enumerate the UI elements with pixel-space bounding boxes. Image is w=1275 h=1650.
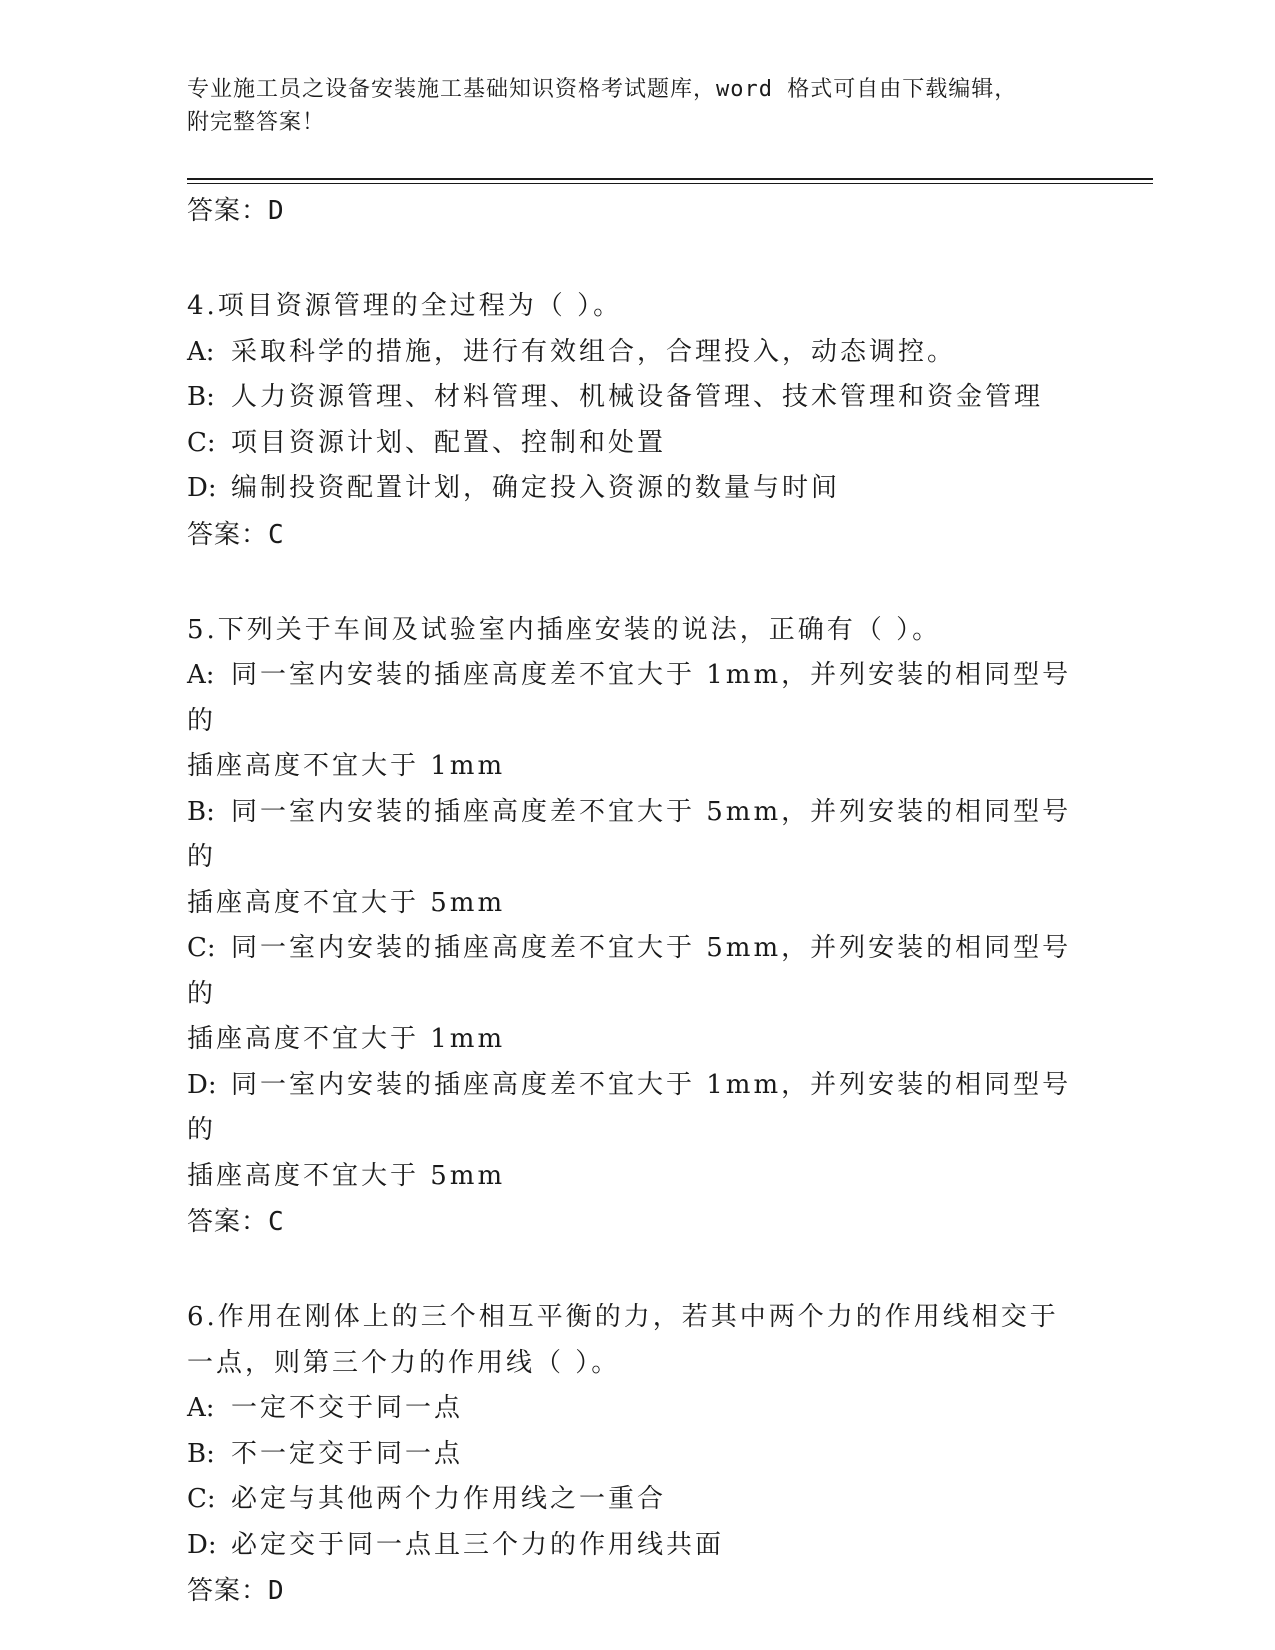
- option-letter: C:: [187, 1484, 216, 1514]
- option-c: [187, 421, 1087, 467]
- previous-answer: 答案：D: [187, 196, 285, 226]
- option-a: [187, 330, 1087, 376]
- option-text: 项目资源计划、配置、控制和处置: [231, 427, 667, 458]
- option-a-continued: 插座高度不宜大于 1mm: [187, 751, 506, 781]
- option-letter: D:: [187, 473, 217, 503]
- option-text: 必定与其他两个力作用线之一重合: [231, 1484, 667, 1514]
- option-d: [187, 466, 1087, 512]
- option-letter: C:: [187, 933, 216, 963]
- option-text: 必定交于同一点且三个力的作用线共面: [231, 1529, 725, 1560]
- question-6: [187, 1295, 1087, 1614]
- question-stem: 4.项目资源管理的全过程为（ ）。: [187, 291, 623, 321]
- option-text: 一定不交于同一点: [231, 1393, 464, 1423]
- header-divider-thin: [187, 183, 1153, 184]
- answer: 答案：C: [187, 519, 285, 550]
- option-letter: A:: [187, 1393, 215, 1423]
- option-letter: B:: [187, 382, 215, 412]
- option-letter: B:: [187, 1438, 215, 1469]
- option-letter: D:: [187, 1069, 217, 1100]
- option-c: [187, 926, 1087, 1017]
- header-divider-thick: [187, 178, 1153, 180]
- option-letter: D:: [187, 1529, 217, 1560]
- option-c-continued: 插座高度不宜大于 1mm: [187, 1024, 506, 1054]
- answer: 答案：D: [187, 1576, 285, 1606]
- answer: 答案：C: [187, 1207, 285, 1237]
- document-header: [187, 73, 1087, 139]
- question-stem: 6.作用在刚体上的三个相互平衡的力，若其中两个力的作用线相交于: [187, 1302, 1059, 1332]
- option-b: [187, 375, 1087, 421]
- option-text: 采取科学的措施，进行有效组合，合理投入，动态调控。: [231, 336, 957, 367]
- option-d: [187, 1063, 1087, 1154]
- option-text: 同一室内安装的插座高度差不宜大于 1mm，并列安装的相同型号的: [187, 660, 1072, 736]
- option-a: [187, 1386, 1087, 1432]
- option-a: [187, 653, 1087, 744]
- header-line-1: 专业施工员之设备安装施工基础知识资格考试题库，word 格式可自由下载编辑，: [187, 77, 1018, 102]
- question-5: [187, 608, 1087, 1246]
- option-text: 同一室内安装的插座高度差不宜大于 1mm，并列安装的相同型号的: [187, 1069, 1072, 1145]
- option-text: 人力资源管理、材料管理、机械设备管理、技术管理和资金管理: [231, 382, 1044, 412]
- option-b: [187, 790, 1087, 881]
- option-b: [187, 1432, 1087, 1478]
- question-stem: 5.下列关于车间及试验室内插座安装的说法，正确有（ ）。: [187, 614, 942, 645]
- option-letter: A:: [187, 660, 215, 690]
- option-text: 同一室内安装的插座高度差不宜大于 5mm，并列安装的相同型号的: [187, 796, 1072, 872]
- option-d: [187, 1523, 1087, 1569]
- option-text: 不一定交于同一点: [231, 1438, 464, 1469]
- question-stem-continued: 一点，则第三个力的作用线（ ）。: [187, 1347, 621, 1378]
- header-line-2: 附完整答案！: [187, 110, 326, 135]
- option-letter: A:: [187, 336, 215, 367]
- option-letter: B:: [187, 796, 215, 827]
- document-body: [187, 188, 1087, 1614]
- option-text: 同一室内安装的插座高度差不宜大于 5mm，并列安装的相同型号的: [187, 933, 1072, 1009]
- option-d-continued: 插座高度不宜大于 5mm: [187, 1160, 506, 1191]
- option-b-continued: 插座高度不宜大于 5mm: [187, 887, 506, 918]
- question-4: [187, 284, 1087, 558]
- option-letter: C:: [187, 427, 216, 458]
- option-c: [187, 1477, 1087, 1523]
- option-text: 编制投资配置计划，确定投入资源的数量与时间: [231, 473, 841, 503]
